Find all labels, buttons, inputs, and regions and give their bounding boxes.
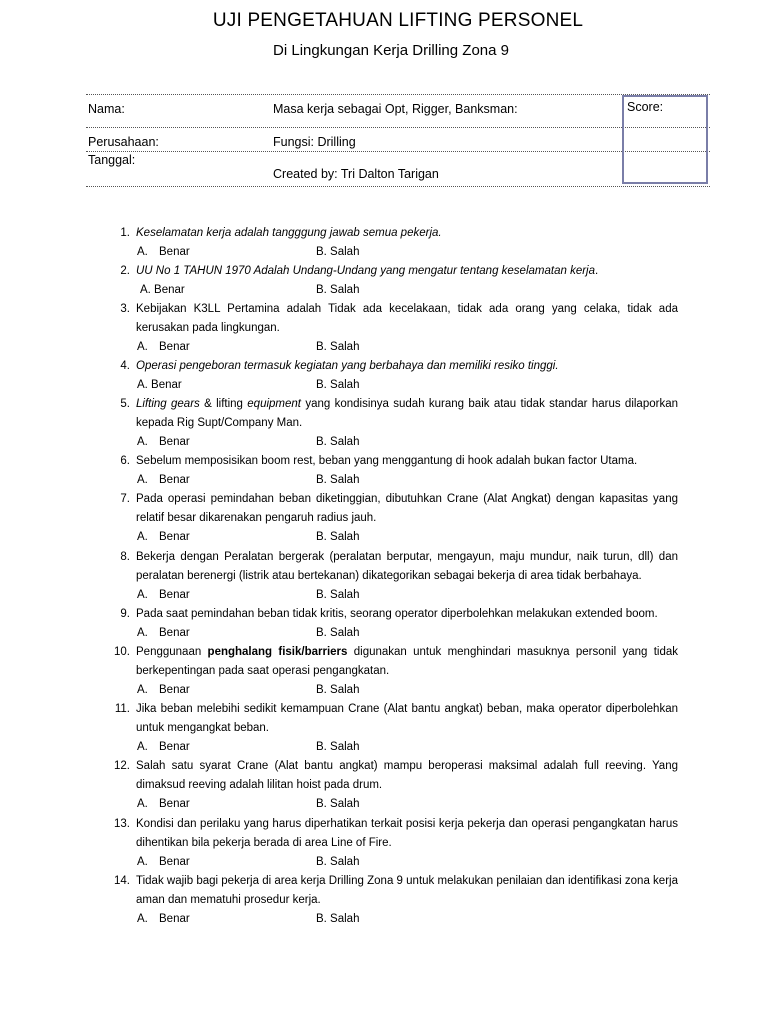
option-b: B. Salah — [316, 913, 360, 925]
question-number: 3. — [120, 303, 130, 315]
question-number: 8. — [120, 551, 130, 563]
question-number: 14. — [114, 875, 130, 887]
question-text: Operasi pengeboran termasuk kegiatan yang berbahaya dan memiliki resiko tinggi. — [136, 360, 559, 372]
question-text: Kondisi dan perilaku yang harus diperhatikan terkait posisi kerja pekerja dan operasi pengangkatan harus dihentikan bila pekerja berada di area Line of Fire. — [136, 818, 678, 849]
question-number: 5. — [120, 398, 130, 410]
question-text: Tidak wajib bagi pekerja di area kerja Drilling Zona 9 untuk melakukan penilaian dan identifikasi zona kerja aman dan mematuhi prosedur kerja. — [136, 875, 678, 906]
form-bottom-divider — [86, 186, 710, 187]
option-a: A. Benar — [137, 246, 190, 258]
question-number: 2. — [120, 265, 130, 277]
created-by-label: Created by: Tri Dalton Tarigan — [273, 167, 439, 181]
option-b: B. Salah — [316, 246, 360, 258]
option-a: A. Benar — [137, 684, 190, 696]
option-a: A. Benar — [140, 284, 185, 296]
option-b: B. Salah — [316, 684, 360, 696]
option-b: B. Salah — [316, 379, 360, 391]
question-text: UU No 1 TAHUN 1970 Adalah Undang-Undang yang mengatur tentang keselamatan kerja. — [136, 265, 599, 277]
score-label: Score: — [627, 100, 664, 114]
question-number: 12. — [114, 760, 130, 772]
option-b: B. Salah — [316, 474, 360, 486]
question-number: 1. — [120, 227, 130, 239]
option-a: A. Benar — [137, 798, 190, 810]
form-divider-2 — [86, 151, 710, 152]
option-b: B. Salah — [316, 436, 360, 448]
page-title: UJI PENGETAHUAN LIFTING PERSONEL — [212, 10, 584, 31]
option-a: A. Benar — [137, 341, 190, 353]
option-b: B. Salah — [316, 741, 360, 753]
question-number: 4. — [120, 360, 130, 372]
option-b: B. Salah — [316, 341, 360, 353]
form-top-divider — [86, 94, 710, 95]
option-a: A. Benar — [137, 856, 190, 868]
form-divider-1 — [86, 127, 710, 128]
question-number: 9. — [120, 608, 130, 620]
option-b: B. Salah — [316, 798, 360, 810]
question-text: Bekerja dengan Peralatan bergerak (peralatan berputar, mengayun, maju mundur, naik turun, dll) dan peralatan berenergi (listrik atau bertekanan) dikategorikan sebagai bekerja di area tidak berbahaya. — [136, 551, 678, 582]
option-b: B. Salah — [316, 856, 360, 868]
question-text: Sebelum memposisikan boom rest, beban yang menggantung di hook adalah bukan factor Utama. — [136, 455, 638, 467]
tanggal-label: Tanggal: — [88, 153, 136, 167]
question-text: Jika beban melebihi sedikit kemampuan Crane (Alat bantu angkat) beban, maka operator diperbolehkan untuk mengangkat beban. — [136, 703, 678, 734]
page-subtitle: Di Lingkungan Kerja Drilling Zona 9 — [273, 42, 509, 59]
perusahaan-label: Perusahaan: — [88, 135, 159, 149]
nama-label: Nama: — [88, 102, 125, 116]
question-text: Kebijakan K3LL Pertamina adalah Tidak ada kecelakaan, tidak ada orang yang celaka, tidak ada kerusakan pada lingkungan. — [136, 303, 678, 334]
question-number: 6. — [120, 455, 130, 467]
option-a: A. Benar — [137, 531, 190, 543]
option-a: A. Benar — [137, 436, 190, 448]
option-a: A. Benar — [137, 589, 190, 601]
score-box — [622, 95, 708, 184]
question-text: Pada operasi pemindahan beban diketinggian, dibutuhkan Crane (Alat Angkat) dengan kapasitas yang relatif besar dikarenakan pengaruh radius jauh. — [136, 493, 678, 524]
question-number: 13. — [114, 818, 130, 830]
question-text: Penggunaan penghalang fisik/barriers digunakan untuk menghindari masuknya personil yang tidak berkepentingan pada saat operasi pengangkatan. — [136, 646, 679, 677]
option-a: A. Benar — [137, 741, 190, 753]
option-b: B. Salah — [316, 284, 360, 296]
masa-kerja-label: Masa kerja sebagai Opt, Rigger, Banksman: — [273, 102, 518, 116]
question-number: 10. — [114, 646, 130, 658]
question-text: Lifting gears & lifting equipment yang kondisinya sudah kurang baik atau tidak standar harus dilaporkan kepada Rig Supt/Company Man. — [136, 398, 678, 429]
option-b: B. Salah — [316, 627, 360, 639]
option-a: A. Benar — [137, 379, 182, 391]
question-number: 7. — [120, 493, 130, 505]
question-text: Salah satu syarat Crane (Alat bantu angkat) mampu beroperasi maksimal adalah full reeving. Yang dimaksud reeving adalah lilitan hoist pada drum. — [136, 760, 678, 791]
question-text: Keselamatan kerja adalah tangggung jawab semua pekerja. — [136, 227, 442, 239]
option-b: B. Salah — [316, 589, 360, 601]
option-a: A. Benar — [137, 474, 190, 486]
question-number: 11. — [114, 703, 130, 715]
fungsi-label: Fungsi: Drilling — [273, 135, 356, 149]
option-a: A. Benar — [137, 913, 190, 925]
option-b: B. Salah — [316, 531, 360, 543]
option-a: A. Benar — [137, 627, 190, 639]
question-text: Pada saat pemindahan beban tidak kritis, seorang operator diperbolehkan melakukan extended boom. — [136, 608, 658, 620]
